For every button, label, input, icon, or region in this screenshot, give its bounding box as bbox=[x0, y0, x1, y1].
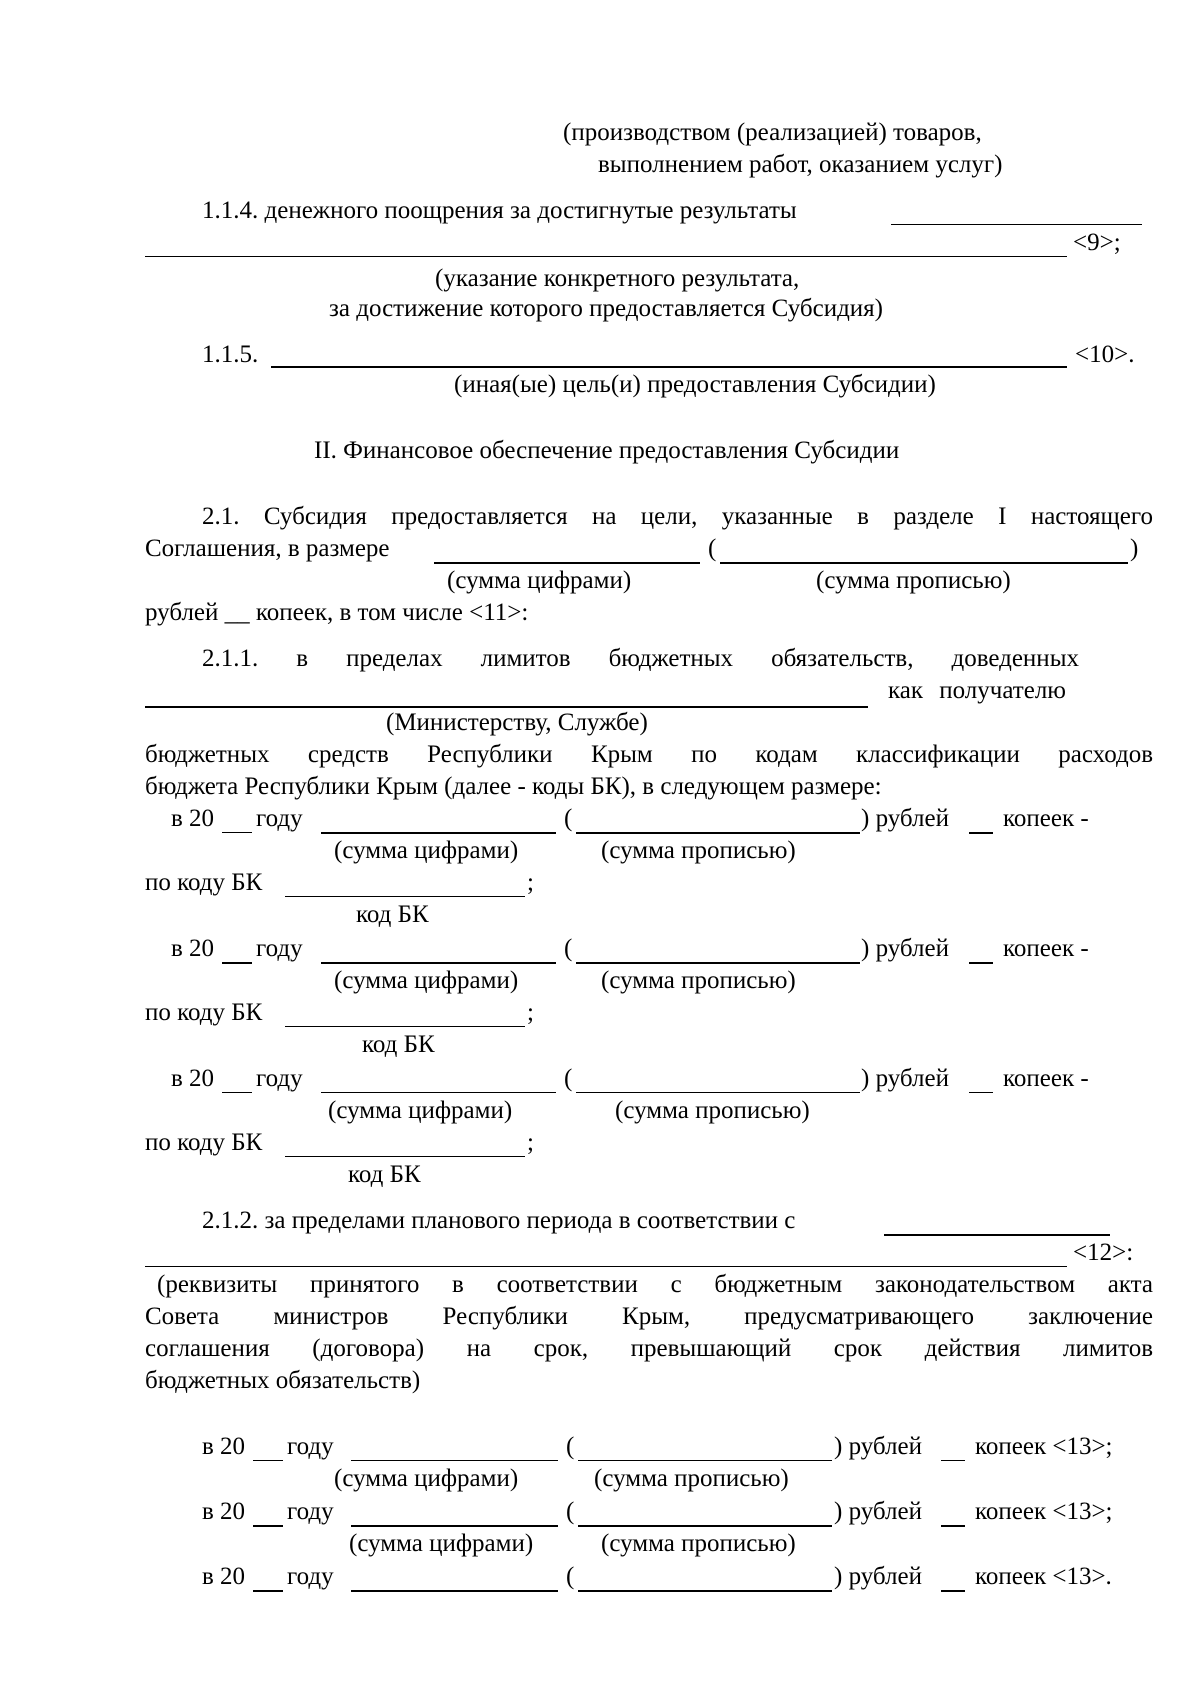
bk-code-2-label: по коду БК bbox=[145, 999, 263, 1026]
caption-act-4: бюджетных обязательств) bbox=[145, 1367, 421, 1394]
blank-2-1-2 bbox=[884, 1234, 1110, 1236]
bk-code-3-semicolon: ; bbox=[527, 1129, 534, 1156]
blank-year-1-digits bbox=[321, 832, 556, 834]
caption-plan-year-2-digits: (сумма цифрами) bbox=[349, 1530, 534, 1557]
year-2-kopecks: копеек - bbox=[1003, 935, 1089, 962]
year-1-paren: ( bbox=[564, 805, 573, 832]
blank-plan-year-2-words bbox=[578, 1525, 832, 1527]
caption-ministry: (Министерству, Службе) bbox=[386, 709, 648, 736]
bk-code-1-label: по коду БК bbox=[145, 869, 263, 896]
plan-year-3-prefix: в 20 bbox=[202, 1563, 246, 1590]
caption-year-3-words: (сумма прописью) bbox=[615, 1097, 810, 1124]
blank-bk-code-1 bbox=[285, 896, 525, 897]
year-1-rubles: ) рублей bbox=[861, 805, 949, 832]
budget-codes-line: бюджета Республики Крым (далее - коды БК), в следующем размере: bbox=[145, 773, 882, 800]
budget-funds-line: бюджетных средств Республики Крым по кодам классификации расходов bbox=[145, 741, 1153, 768]
blank-year-3-words bbox=[576, 1092, 860, 1093]
footnote-ref-12: <12>: bbox=[1073, 1239, 1134, 1266]
blank-year-2-words bbox=[576, 962, 860, 964]
caption-plan-year-2-words: (сумма прописью) bbox=[601, 1530, 796, 1557]
caption-year-2-words: (сумма прописью) bbox=[601, 967, 796, 994]
blank-sum-digits bbox=[434, 562, 700, 564]
caption-sum-words: (сумма прописью) bbox=[816, 567, 1011, 594]
blank-year-2-kopecks bbox=[969, 962, 993, 964]
bk-code-3-label: по коду БК bbox=[145, 1129, 263, 1156]
caption-bk-code-1: код БК bbox=[356, 901, 429, 928]
blank-plan-year-1-words bbox=[578, 1460, 832, 1461]
blank-year-1-words bbox=[576, 832, 860, 834]
blank-1-1-4 bbox=[891, 224, 1142, 225]
plan-year-1-word: году bbox=[287, 1433, 334, 1460]
blank-plan-year-2-kopecks bbox=[941, 1525, 965, 1527]
paren-open: ( bbox=[708, 535, 717, 562]
caption-bk-code-3: код БК bbox=[348, 1161, 421, 1188]
clause-1-1-4: 1.1.4. денежного поощрения за достигнутые результаты bbox=[202, 197, 797, 224]
blank-year-3-digits bbox=[321, 1092, 556, 1093]
caption-act-3: соглашения (договора) на срок, превышающий срок действия лимитов bbox=[145, 1335, 1153, 1362]
caption-other-goals: (иная(ые) цель(и) предоставления Субсидии) bbox=[454, 371, 936, 398]
clause-2-1-cont: Соглашения, в размере bbox=[145, 535, 390, 562]
caption-services: выполнением работ, оказанием услуг) bbox=[598, 151, 1003, 178]
paren-close: ) bbox=[1130, 535, 1139, 562]
blank-year-2-digits bbox=[321, 962, 556, 964]
blank-plan-year-3-words bbox=[578, 1590, 832, 1592]
rubles-kopecks-line: рублей __ копеек, в том числе <11>: bbox=[145, 599, 529, 626]
footnote-ref-10: <10>. bbox=[1075, 341, 1135, 368]
plan-year-1-kopecks: копеек <13>; bbox=[975, 1433, 1113, 1460]
blank-2-1-2-line2 bbox=[145, 1266, 1067, 1267]
year-2-word: году bbox=[256, 935, 303, 962]
blank-plan-year-2-digits bbox=[351, 1525, 558, 1527]
caption-result: (указание конкретного результата, bbox=[435, 265, 800, 292]
caption-production: (производством (реализацией) товаров, bbox=[563, 119, 982, 146]
blank-plan-year-1 bbox=[253, 1460, 283, 1461]
plan-year-1-prefix: в 20 bbox=[202, 1433, 246, 1460]
blank-plan-year-3-kopecks bbox=[941, 1590, 965, 1592]
caption-sum-digits: (сумма цифрами) bbox=[447, 567, 632, 594]
as-recipient: как получателю bbox=[888, 677, 1066, 704]
blank-year-2 bbox=[222, 962, 252, 964]
plan-year-3-paren: ( bbox=[566, 1563, 575, 1590]
blank-bk-code-3 bbox=[285, 1156, 525, 1157]
blank-bk-code-2 bbox=[285, 1026, 525, 1027]
clause-2-1: 2.1. Субсидия предоставляется на цели, указанные в разделе I настоящего bbox=[202, 503, 1153, 530]
caption-plan-year-1-digits: (сумма цифрами) bbox=[334, 1465, 519, 1492]
clause-2-1-1: 2.1.1. в пределах лимитов бюджетных обязательств, доведенных bbox=[202, 645, 1079, 672]
year-3-kopecks: копеек - bbox=[1003, 1065, 1089, 1092]
plan-year-3-word: году bbox=[287, 1563, 334, 1590]
plan-year-2-rubles: ) рублей bbox=[834, 1498, 922, 1525]
plan-year-3-kopecks: копеек <13>. bbox=[975, 1563, 1112, 1590]
plan-year-3-rubles: ) рублей bbox=[834, 1563, 922, 1590]
caption-act-2: Совета министров Республики Крым, предусматривающего заключение bbox=[145, 1303, 1153, 1330]
blank-plan-year-3 bbox=[253, 1590, 283, 1592]
year-2-paren: ( bbox=[564, 935, 573, 962]
plan-year-1-paren: ( bbox=[566, 1433, 575, 1460]
plan-year-2-word: году bbox=[287, 1498, 334, 1525]
bk-code-2-semicolon: ; bbox=[527, 999, 534, 1026]
blank-plan-year-3-digits bbox=[351, 1590, 558, 1592]
blank-plan-year-1-digits bbox=[351, 1460, 558, 1461]
blank-year-1-kopecks bbox=[969, 832, 993, 834]
clause-2-1-2: 2.1.2. за пределами планового периода в соответствии с bbox=[202, 1207, 796, 1234]
blank-year-3 bbox=[222, 1092, 252, 1093]
year-1-kopecks: копеек - bbox=[1003, 805, 1089, 832]
year-2-prefix: в 20 bbox=[171, 935, 215, 962]
year-2-rubles: ) рублей bbox=[861, 935, 949, 962]
year-3-rubles: ) рублей bbox=[861, 1065, 949, 1092]
blank-1-1-5 bbox=[271, 366, 1067, 368]
caption-bk-code-2: код БК bbox=[362, 1031, 435, 1058]
section-ii-heading: II. Финансовое обеспечение предоставления Субсидии bbox=[314, 437, 900, 464]
plan-year-2-paren: ( bbox=[566, 1498, 575, 1525]
blank-plan-year-1-kopecks bbox=[941, 1460, 965, 1461]
caption-act-1: (реквизиты принятого в соответствии с бюджетным законодательством акта bbox=[157, 1271, 1153, 1298]
year-3-word: году bbox=[256, 1065, 303, 1092]
caption-year-1-digits: (сумма цифрами) bbox=[334, 837, 519, 864]
blank-year-1 bbox=[222, 832, 252, 833]
blank-year-3-kopecks bbox=[969, 1092, 993, 1093]
year-1-word: году bbox=[256, 805, 303, 832]
blank-sum-words bbox=[720, 562, 1128, 564]
bk-code-1-semicolon: ; bbox=[527, 869, 534, 896]
year-1-prefix: в 20 bbox=[171, 805, 215, 832]
caption-result-2: за достижение которого предоставляется Субсидия) bbox=[329, 295, 884, 322]
footnote-ref-9: <9>; bbox=[1073, 229, 1121, 256]
caption-year-3-digits: (сумма цифрами) bbox=[328, 1097, 513, 1124]
caption-year-2-digits: (сумма цифрами) bbox=[334, 967, 519, 994]
year-3-paren: ( bbox=[564, 1065, 573, 1092]
caption-year-1-words: (сумма прописью) bbox=[601, 837, 796, 864]
caption-plan-year-1-words: (сумма прописью) bbox=[594, 1465, 789, 1492]
year-3-prefix: в 20 bbox=[171, 1065, 215, 1092]
blank-plan-year-2 bbox=[253, 1525, 283, 1527]
clause-1-1-5: 1.1.5. bbox=[202, 341, 259, 368]
plan-year-1-rubles: ) рублей bbox=[834, 1433, 922, 1460]
plan-year-2-kopecks: копеек <13>; bbox=[975, 1498, 1113, 1525]
plan-year-2-prefix: в 20 bbox=[202, 1498, 246, 1525]
blank-1-1-4-line2 bbox=[145, 256, 1067, 257]
